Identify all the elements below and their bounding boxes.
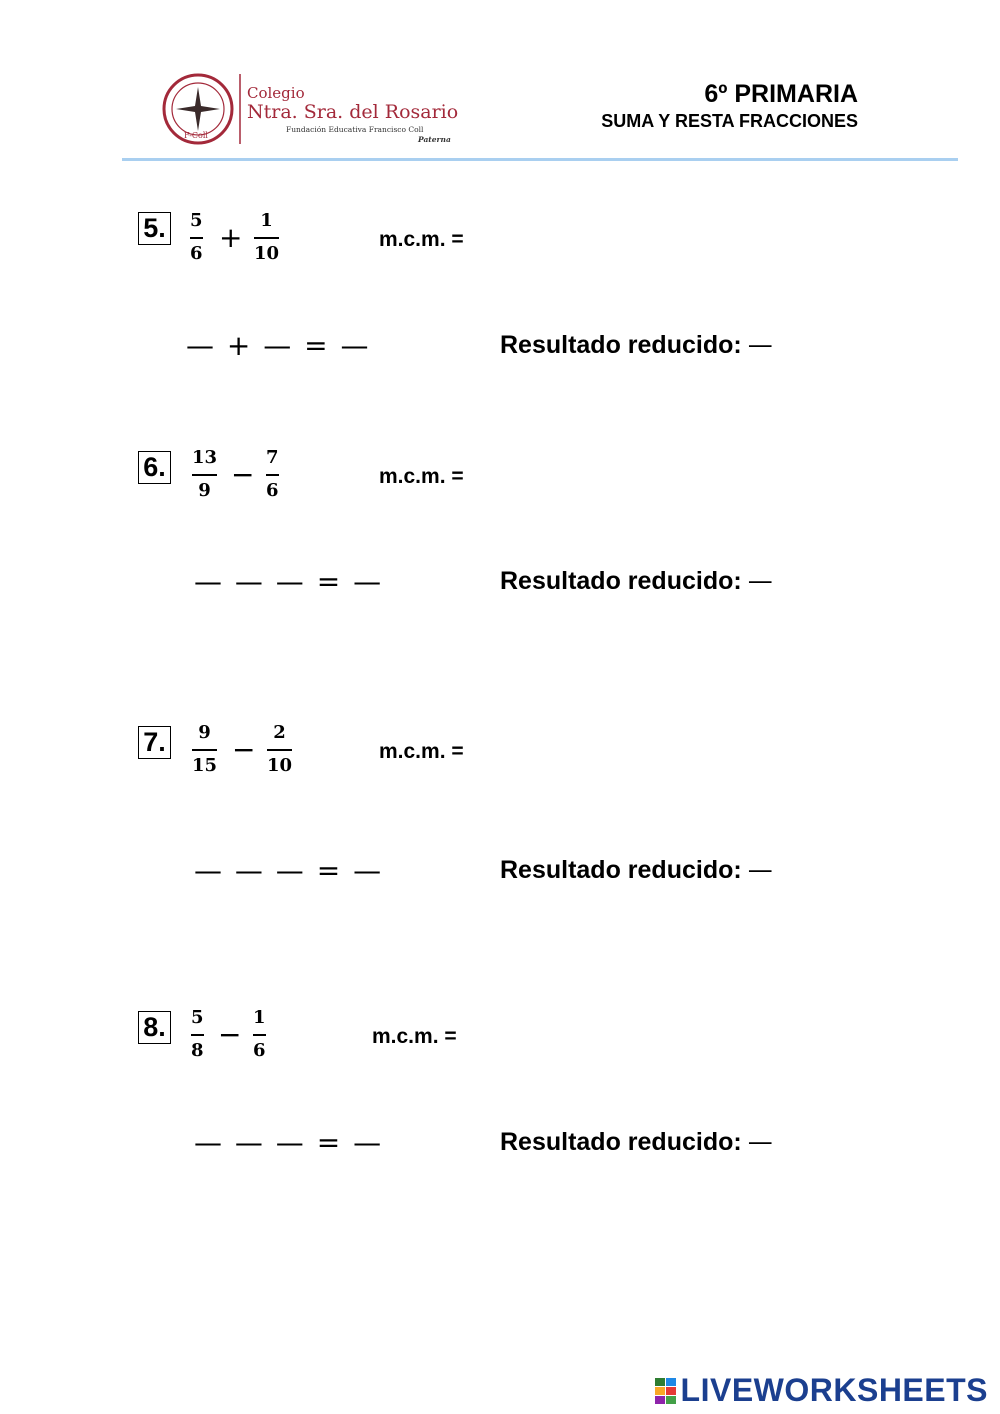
numerator: 5 <box>190 210 203 231</box>
numerator: 1 <box>253 1007 266 1028</box>
exercise-number: 8. <box>138 1011 171 1044</box>
liveworksheets-brand[interactable] <box>655 1372 988 1409</box>
fraction-2 <box>266 447 279 502</box>
denominator: 6 <box>266 479 279 501</box>
denominator: 15 <box>192 754 218 776</box>
topic-subtitle: SUMA Y RESTA FRACCIONES <box>601 111 858 131</box>
fraction-2 <box>267 722 292 777</box>
numerator: 9 <box>198 722 211 743</box>
mcm-label: m.c.m. = <box>379 740 464 763</box>
answer-blanks[interactable]: — — — = — <box>194 854 384 887</box>
fraction-bar <box>254 237 279 239</box>
exercise-number: 5. <box>138 212 171 245</box>
numerator: 1 <box>260 210 273 231</box>
logo-seal-bottom: F-Coll <box>184 131 208 140</box>
answer-blanks[interactable]: — — — = — <box>194 565 384 598</box>
operator: − <box>231 458 255 491</box>
numerator: 13 <box>192 447 218 468</box>
fraction-bar <box>192 474 217 476</box>
numerator: 7 <box>266 447 279 468</box>
fraction-bar <box>266 474 279 476</box>
mcm-label: m.c.m. = <box>379 465 464 488</box>
fraction-bar <box>267 749 292 751</box>
fraction-bar <box>190 237 203 239</box>
operator: − <box>218 1018 242 1051</box>
fraction-1 <box>192 447 217 502</box>
result-row <box>500 855 773 885</box>
header-divider <box>122 158 958 161</box>
denominator: 10 <box>254 242 280 264</box>
denominator: 9 <box>198 479 211 501</box>
numerator: 5 <box>191 1007 204 1028</box>
result-label: Resultado reducido: <box>500 567 742 595</box>
brand-text: LIVEWORKSHEETS <box>680 1372 988 1408</box>
exercise-number: 6. <box>138 451 171 484</box>
grade-title: 6º PRIMARIA <box>704 80 858 108</box>
operator: − <box>232 733 256 766</box>
result-label: Resultado reducido: <box>500 1128 742 1156</box>
fraction-2 <box>253 1007 266 1062</box>
fraction-1 <box>191 1007 204 1062</box>
fraction-1 <box>190 210 203 265</box>
result-label: Resultado reducido: <box>500 856 742 884</box>
result-row <box>500 330 773 360</box>
logo-line-2: Ntra. Sra. del Rosario <box>247 101 459 123</box>
result-row <box>500 566 773 596</box>
result-blank[interactable]: — <box>747 855 773 884</box>
school-logo <box>160 68 460 150</box>
mcm-label: m.c.m. = <box>379 228 464 251</box>
fraction-1 <box>192 722 217 777</box>
fraction-bar <box>191 1034 204 1036</box>
fraction-2 <box>254 210 279 265</box>
denominator: 8 <box>191 1039 204 1061</box>
result-row <box>500 1127 773 1157</box>
answer-blanks[interactable]: — — — = — <box>194 1126 384 1159</box>
operator: + <box>219 221 243 254</box>
exercise-number: 7. <box>138 726 171 759</box>
logo-line-1: Colegio <box>247 84 305 102</box>
logo-line-4: Paterna <box>418 135 451 144</box>
result-blank[interactable]: — <box>747 1127 773 1156</box>
answer-blanks[interactable]: — + — = — <box>186 329 371 362</box>
liveworksheets-icon <box>655 1378 677 1404</box>
fraction-bar <box>192 749 217 751</box>
numerator: 2 <box>273 722 286 743</box>
denominator: 10 <box>267 754 293 776</box>
fraction-bar <box>253 1034 266 1036</box>
logo-line-3: Fundación Educativa Francisco Coll <box>286 125 424 134</box>
denominator: 6 <box>253 1039 266 1061</box>
mcm-label: m.c.m. = <box>372 1025 457 1048</box>
result-blank[interactable]: — <box>747 566 773 595</box>
result-blank[interactable]: — <box>747 330 773 359</box>
result-label: Resultado reducido: <box>500 331 742 359</box>
denominator: 6 <box>190 242 203 264</box>
